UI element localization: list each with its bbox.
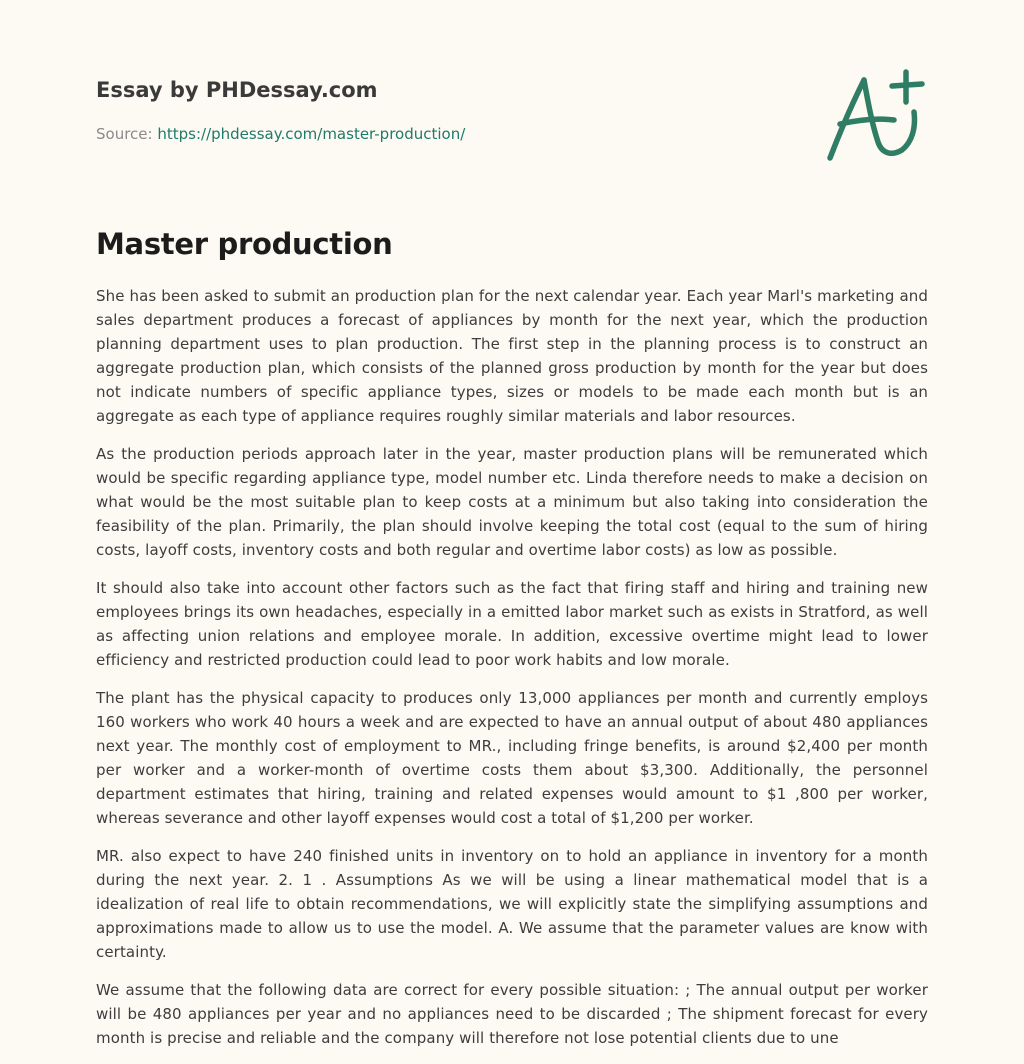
paragraph: The plant has the physical capacity to produces only 13,000 appliances per month and currently employs 160 workers who work 40 hours a week and are expected to have an annual output of about 480 appliances next year. The monthly cost of employment to MR., including fringe benefits, is around $2,400 per month per worker and a worker-month of overtime costs them about $3,300. Additionally, the personnel department estimates that hiring, training and related expenses would amount to $1 ,800 per worker, whereas severance and other layoff expenses would cost a total of $1,200 per worker. bbox=[96, 689, 928, 827]
essay-title: Master production bbox=[96, 227, 393, 261]
a-plus-grade-icon bbox=[818, 62, 934, 172]
source-line bbox=[96, 124, 796, 144]
source-link[interactable]: https://phdessay.com/master-production/ bbox=[157, 125, 466, 143]
site-title: Essay by PHDessay.com bbox=[96, 78, 378, 102]
essay-body bbox=[96, 284, 928, 1064]
paragraph: She has been asked to submit an production plan for the next calendar year. Each year Marl's marketing and sales department produces a forecast of appliances by month for the next year, which the production planning department uses to plan production. The first step in the planning process is to construct an aggregate production plan, which consists of the planned gross production by month for the year but does not indicate numbers of specific appliance types, sizes or models to be made each month but is an aggregate as each type of appliance requires roughly similar materials and labor resources. bbox=[96, 287, 928, 425]
source-label: Source: bbox=[96, 125, 153, 143]
document-header bbox=[96, 74, 796, 144]
paragraph: We assume that the following data are correct for every possible situation: ; The annual output per worker will be 480 appliances per year and no appliances need to be discarded ; The shipment forecast for every month is precise and reliable and the company will therefore not lose potential clients due to une bbox=[96, 981, 928, 1047]
paragraph: As the production periods approach later in the year, master production plans will be remunerated which would be specific regarding appliance type, model number etc. Linda therefore needs to make a decision on what would be the most suitable plan to keep costs at a minimum but also taking into consideration the feasibility of the plan. Primarily, the plan should involve keeping the total cost (equal to the sum of hiring costs, layoff costs, inventory costs and both regular and overtime labor costs) as low as possible. bbox=[96, 445, 928, 559]
paragraph: It should also take into account other factors such as the fact that firing staff and hiring and training new employees brings its own headaches, especially in a emitted labor market such as exists in Stratford, as well as affecting union relations and employee morale. In addition, excessive overtime might lead to lower efficiency and restricted production could lead to poor work habits and low morale. bbox=[96, 579, 928, 669]
paragraph: MR. also expect to have 240 finished units in inventory on to hold an appliance in inventory for a month during the next year. 2. 1 . Assumptions As we will be using a linear mathematical model that is a idealization of real life to obtain recommendations, we will explicitly state the simplifying assumptions and approximations made to allow us to use the model. A. We assume that the parameter values are know with certainty. bbox=[96, 847, 928, 961]
